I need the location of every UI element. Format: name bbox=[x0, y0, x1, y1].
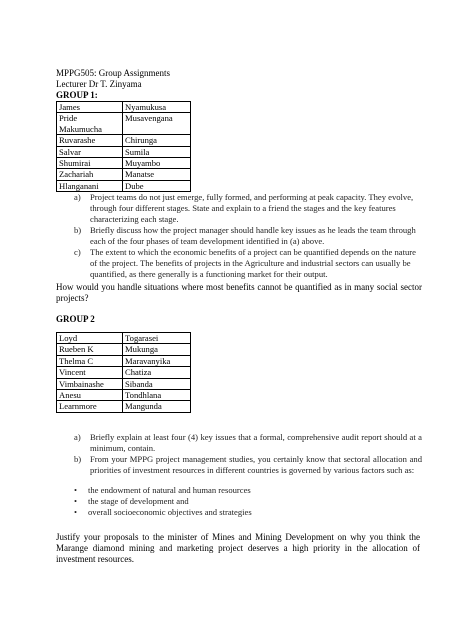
question-text: Project teams do not just emerge, fully formed, and performing at peak capacity. They evolve, through four different stages. State and explain to a friend the stages and the key features characterizing each stage. bbox=[90, 192, 414, 224]
table-row bbox=[57, 135, 191, 146]
lecturer-line: Lecturer Dr T. Zinyama bbox=[56, 79, 142, 89]
first-name-cell: Zachariah bbox=[57, 169, 123, 180]
surname-cell: Manatse bbox=[123, 169, 191, 180]
group2-questions bbox=[74, 432, 422, 476]
first-name-cell: Learnmore bbox=[57, 401, 123, 412]
bullet-icon: • bbox=[74, 507, 78, 517]
table-row bbox=[57, 146, 191, 157]
first-name-cell: Thelma C bbox=[57, 355, 123, 366]
group2-block bbox=[56, 314, 422, 413]
group1-followup: How would you handle situations where most benefits cannot be quantified as in many social sector projects? bbox=[56, 282, 422, 303]
question-label: a) bbox=[74, 432, 81, 442]
table-row bbox=[57, 333, 191, 344]
bullet-icon: • bbox=[74, 485, 78, 495]
table-row bbox=[57, 158, 191, 169]
question-text: Briefly explain at least four (4) key issues that a formal, comprehensive audit report should at a minimum, contain. bbox=[90, 432, 422, 453]
surname-cell: Nyamukusa bbox=[123, 102, 191, 113]
bullet-icon: • bbox=[74, 496, 78, 506]
question-text: Briefly discuss how the project manager should handle key issues as he leads the team through each of the four phases of team development identified in (a) above. bbox=[90, 225, 416, 246]
first-name-cell: Loyd bbox=[57, 333, 123, 344]
group2-bullets bbox=[74, 485, 422, 518]
closing-block bbox=[56, 532, 420, 565]
bullet-item bbox=[74, 496, 422, 507]
question-label: b) bbox=[74, 225, 82, 235]
question-item bbox=[74, 247, 422, 280]
first-name-cell: Ruvarashe bbox=[57, 135, 123, 146]
table-row bbox=[57, 102, 191, 113]
first-name-cell: Hlanganani bbox=[57, 180, 123, 191]
surname-cell: Musavengana bbox=[123, 113, 191, 135]
question-label: c) bbox=[74, 247, 81, 257]
table-row bbox=[57, 113, 191, 135]
first-name-cell: Shumirai bbox=[57, 158, 123, 169]
first-name-cell: Anesu bbox=[57, 390, 123, 401]
group2-heading: GROUP 2 bbox=[56, 314, 95, 324]
course-title: MPPG505: Group Assignments bbox=[56, 68, 171, 78]
bullet-text: overall socioeconomic objectives and strategies bbox=[88, 507, 252, 517]
question-item bbox=[74, 192, 422, 225]
group1-questions bbox=[74, 192, 422, 280]
surname-cell: Dube bbox=[123, 180, 191, 191]
table-row bbox=[57, 169, 191, 180]
question-text: From your MPPG project management studies, you certainly know that sectoral allocation and priorities of investment resources in different countries is governed by various factors such as: bbox=[90, 454, 422, 475]
question-item bbox=[74, 454, 422, 476]
question-item bbox=[74, 225, 422, 247]
surname-cell: Mukunga bbox=[123, 344, 191, 355]
bullet-item bbox=[74, 507, 422, 518]
first-name-cell: Salvar bbox=[57, 146, 123, 157]
surname-cell: Sibanda bbox=[123, 378, 191, 389]
bullet-text: the endowment of natural and human resources bbox=[88, 485, 251, 495]
closing-paragraph: Justify your proposals to the minister of Mines and Mining Development on why you think the Marange diamond mining and marketing project deserves a high priority in the allocation of investment resources. bbox=[56, 532, 420, 564]
group1-members-table bbox=[56, 101, 191, 192]
first-name-cell: Rueben K bbox=[57, 344, 123, 355]
table-row bbox=[57, 344, 191, 355]
question-label: b) bbox=[74, 454, 82, 464]
question-item bbox=[74, 432, 422, 454]
group1-heading: GROUP 1: bbox=[56, 90, 98, 100]
first-name-cell: Vimbainashe bbox=[57, 378, 123, 389]
bullet-text: the stage of development and bbox=[88, 496, 189, 506]
surname-cell: Sumila bbox=[123, 146, 191, 157]
table-row bbox=[57, 355, 191, 366]
surname-cell: Maravanyika bbox=[123, 355, 191, 366]
surname-cell: Tondhlana bbox=[123, 390, 191, 401]
bullet-item bbox=[74, 485, 422, 496]
first-name-cell: James bbox=[57, 102, 123, 113]
table-row bbox=[57, 367, 191, 378]
document-page bbox=[56, 68, 422, 192]
surname-cell: Mangunda bbox=[123, 401, 191, 412]
group2-members-table bbox=[56, 332, 191, 413]
group1-followup-block bbox=[56, 282, 422, 304]
question-label: a) bbox=[74, 192, 81, 202]
surname-cell: Chatiza bbox=[123, 367, 191, 378]
first-name-cell: Vincent bbox=[57, 367, 123, 378]
surname-cell: Chirunga bbox=[123, 135, 191, 146]
first-name-cell: Pride Makumucha bbox=[57, 113, 123, 135]
surname-cell: Muyambo bbox=[123, 158, 191, 169]
surname-cell: Togarasei bbox=[123, 333, 191, 344]
table-row bbox=[57, 180, 191, 191]
table-row bbox=[57, 401, 191, 412]
table-row bbox=[57, 390, 191, 401]
table-row bbox=[57, 378, 191, 389]
question-text: The extent to which the economic benefits of a project can be quantified depends on the nature of the project. The benefits of projects in the Agriculture and industrial sectors can usually be quantified, as there generally is a functioning market for their output. bbox=[90, 247, 416, 279]
